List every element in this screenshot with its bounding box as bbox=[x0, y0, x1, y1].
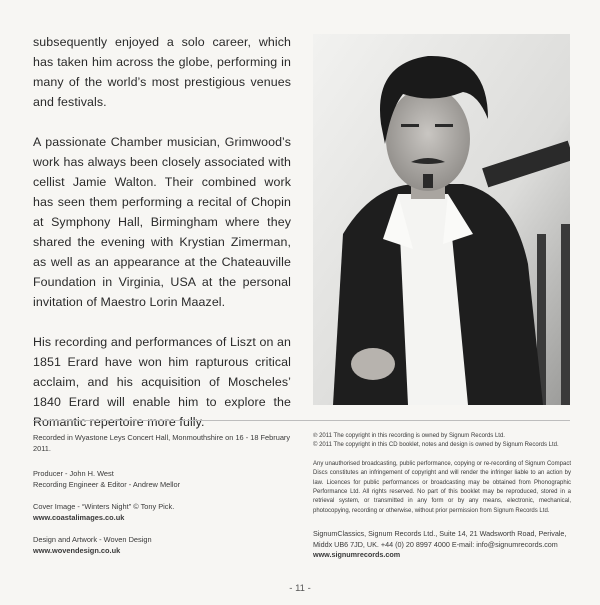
design-link[interactable]: www.wovendesign.co.uk bbox=[33, 546, 121, 555]
phonographic-copyright: ℗ 2011 The copyright in this recording is owned by Signum Records Ltd. bbox=[313, 433, 505, 439]
page-number: - 11 - bbox=[289, 583, 311, 594]
cover-image-credit: Cover Image - “Winters Night” © Tony Pick. bbox=[33, 502, 175, 511]
bio-paragraph-3: His recording and performances of Liszt on an 1851 Erard have won him rapturous critical acclaim, and his acquisition of Moscheles’ 1840 Erard will enable him to explore the Romantic repertoire more fully. bbox=[33, 335, 291, 429]
biography-text bbox=[33, 32, 291, 452]
bio-paragraph-1: subsequently enjoyed a solo career, which has taken him across the globe, performing in many of the world’s most prestigious venues and festivals. bbox=[33, 35, 291, 109]
section-divider bbox=[33, 420, 570, 421]
cover-image-link[interactable]: www.coastalimages.co.uk bbox=[33, 513, 125, 522]
producer-credit: Producer - John H. West bbox=[33, 469, 114, 478]
legal-notices bbox=[313, 432, 571, 560]
copyright-notice: Any unauthorised broadcasting, public performance, copying or re-recording of Signum Compact Discs constitutes an infringement of copyright and will render the infringer liable to an action by law. Licences for public performances or broadcasting may be obtained from Phonographic Performance Ltd. All rights reserved. No part of this booklet may be reproduced, stored in a retrieval system, or transmitted in any form or by any means, electronic, mechanical, photocopying, recording or otherwise, without prior permission from Signum Records Ltd. bbox=[313, 460, 571, 514]
booklet-copyright: © 2011 The copyright in this CD booklet, notes and design is owned by Signum Records Ltd. bbox=[313, 442, 559, 449]
recording-location: Recorded in Wyastone Leys Concert Hall, Monmouthshire on 16 - 18 February 2011. bbox=[33, 433, 291, 453]
signum-website-link[interactable]: www.signumrecords.com bbox=[313, 550, 401, 560]
recording-credits bbox=[33, 432, 303, 567]
engineer-credit: Recording Engineer & Editor - Andrew Mellor bbox=[33, 480, 181, 489]
bio-paragraph-2: A passionate Chamber musician, Grimwood’s work has always been closely associated with cellist Jamie Walton. Their combined work has seen them performing a recital of Chopin at Symphony Hall, Birmingham where they shared the evening with Krystian Zimerman, as well as an appearance at the Chateauville Foundation in Virginia, USA at the personal invitation of Maestro Lorin Maazel. bbox=[33, 135, 291, 309]
label-address: SignumClassics, Signum Records Ltd., Suite 14, 21 Wadsworth Road, Perivale, Middx UB6 7JD, UK. +44 (0) 20 8997 4000 E-mail: info@signumrecords.com bbox=[313, 529, 567, 550]
artist-photo bbox=[313, 34, 570, 405]
design-credit: Design and Artwork - Woven Design bbox=[33, 535, 152, 544]
artist-portrait-image bbox=[313, 34, 570, 405]
